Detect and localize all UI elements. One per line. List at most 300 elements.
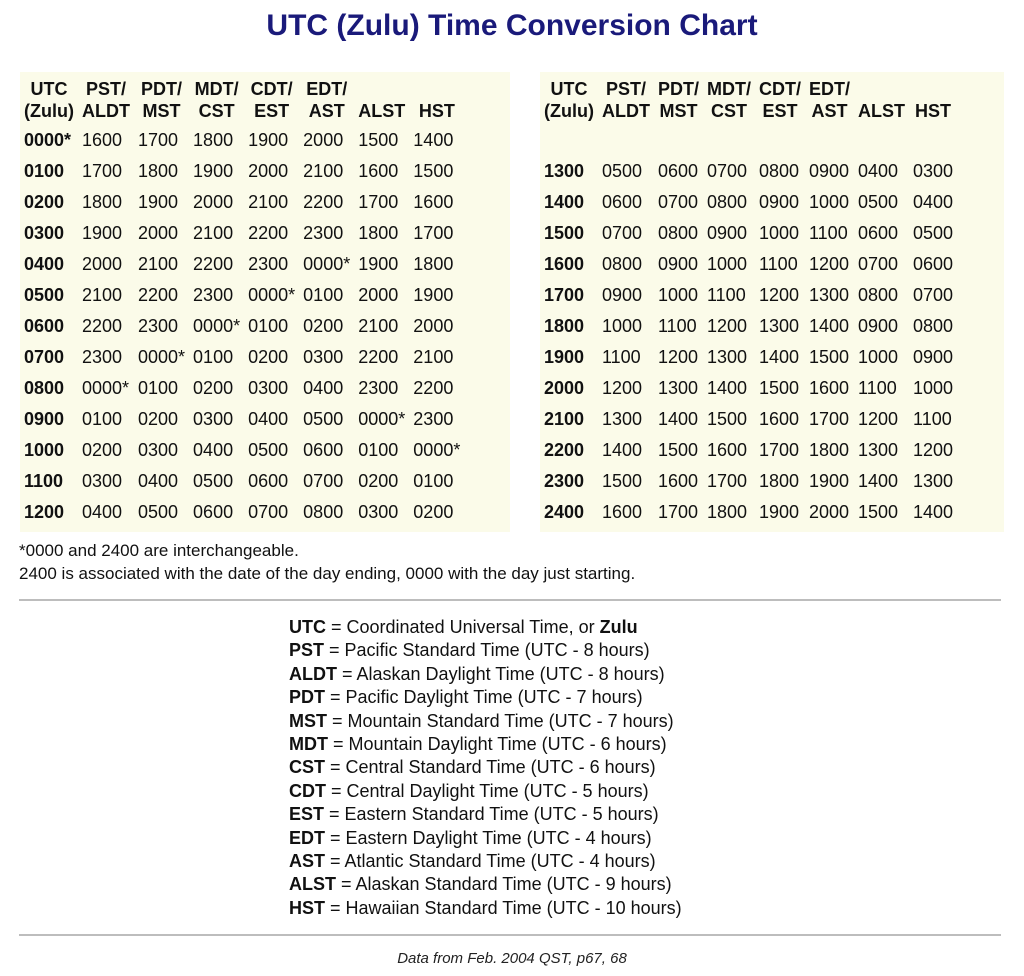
legend-description: = Central Daylight Time (UTC - 5 hours) <box>326 780 649 801</box>
converted-time-cell: 0600 <box>858 222 899 243</box>
converted-time-cell: 1300 <box>759 315 800 336</box>
converted-time-cell: 0900 <box>601 284 643 305</box>
converted-time-cell: 1500 <box>358 129 399 150</box>
utc-time-cell: 2200 <box>544 439 585 460</box>
converted-time-cell: 0100 <box>81 408 123 429</box>
column-header-line: AST <box>308 101 345 121</box>
converted-time-cell: 1900 <box>193 160 234 181</box>
converted-time-cell: 0000* <box>358 408 406 429</box>
converted-time-cell: 1800 <box>81 191 123 212</box>
converted-time-cell: 0300 <box>193 408 234 429</box>
conversion-table-utc-0000-1200 <box>20 72 464 527</box>
converted-time-cell: 1800 <box>413 253 454 274</box>
converted-time-cell: 0800 <box>303 501 344 522</box>
converted-time-cell: 1900 <box>81 222 123 243</box>
column-header-line: HST <box>418 101 455 121</box>
legend-abbreviation: HST <box>289 897 325 918</box>
converted-time-cell: 1900 <box>809 470 850 491</box>
footnotes <box>19 539 635 585</box>
legend-description: = Alaskan Standard Time (UTC - 9 hours) <box>336 874 672 895</box>
converted-time-cell: 0800 <box>913 315 954 336</box>
table-row <box>540 186 957 217</box>
column-header-line: ALDT <box>81 101 130 121</box>
legend-abbreviation: PST <box>289 640 325 661</box>
converted-time-cell: 1800 <box>809 439 850 460</box>
converted-time-cell: 0800 <box>707 191 748 212</box>
converted-time-cell: 2300 <box>413 408 454 429</box>
converted-time-cell: 0000* <box>193 315 241 336</box>
converted-time-cell: 0200 <box>303 315 344 336</box>
converted-time-cell: 1200 <box>601 377 643 398</box>
column-header-line: CST <box>711 101 747 121</box>
converted-time-cell: 1600 <box>358 160 399 181</box>
converted-time-cell: 1100 <box>759 253 798 274</box>
legend-item <box>289 873 682 896</box>
converted-time-cell: 1500 <box>707 408 748 429</box>
converted-time-cell: 1900 <box>358 253 399 274</box>
legend-abbreviation: UTC <box>289 617 326 637</box>
column-header <box>409 72 464 124</box>
converted-time-cell: 1800 <box>137 160 179 181</box>
legend-description: = Pacific Standard Time (UTC - 8 hours) <box>324 640 650 661</box>
converted-time-cell <box>598 124 654 155</box>
converted-time-cell: 0600 <box>193 501 234 522</box>
table-row <box>540 496 957 527</box>
converted-time-cell: 1700 <box>707 470 748 491</box>
converted-time-cell: 0700 <box>248 501 289 522</box>
legend-item <box>289 616 682 639</box>
legend-item <box>289 850 682 873</box>
converted-time-cell: 0400 <box>248 408 289 429</box>
converted-time-cell <box>755 124 805 155</box>
converted-time-cell: 0700 <box>707 160 748 181</box>
converted-time-cell: 0900 <box>858 315 899 336</box>
converted-time-cell: 2200 <box>413 377 454 398</box>
converted-time-cell: 0400 <box>81 501 123 522</box>
table-row <box>20 248 464 279</box>
converted-time-cell: 0500 <box>858 191 899 212</box>
converted-time-cell: 0100 <box>303 284 344 305</box>
table-row <box>540 155 957 186</box>
converted-time-cell: 1900 <box>248 129 289 150</box>
converted-time-cell: 0500 <box>303 408 344 429</box>
converted-time-cell: 1500 <box>413 160 454 181</box>
table-row <box>20 217 464 248</box>
utc-time-cell: 2100 <box>544 408 585 429</box>
table-row <box>540 124 957 155</box>
divider-top <box>19 599 1001 601</box>
converted-time-cell: 1500 <box>809 346 850 367</box>
legend-item <box>289 733 682 756</box>
divider-bottom <box>19 934 1001 936</box>
column-header-line: EDT/ <box>306 79 348 99</box>
converted-time-cell: 0000* <box>413 439 461 460</box>
converted-time-cell: 1100 <box>657 315 697 336</box>
converted-time-cell: 0400 <box>858 160 899 181</box>
column-header <box>189 72 244 124</box>
converted-time-cell: 2100 <box>137 253 179 274</box>
column-header-line: EST <box>254 101 290 121</box>
column-header-line: (Zulu) <box>544 101 594 121</box>
utc-time-cell: 0100 <box>24 160 65 181</box>
column-header-line: CST <box>198 101 235 121</box>
converted-time-cell: 0600 <box>601 191 643 212</box>
table-row <box>20 155 464 186</box>
converted-time-cell: 2100 <box>413 346 454 367</box>
converted-time-cell: 2000 <box>809 501 850 522</box>
converted-time-cell: 2000 <box>413 315 454 336</box>
converted-time-cell: 1800 <box>358 222 399 243</box>
converted-time-cell: 0500 <box>913 222 954 243</box>
utc-time-cell: 1600 <box>544 253 585 274</box>
column-header-line: AST <box>811 101 848 121</box>
converted-time-cell: 1600 <box>657 470 699 491</box>
utc-time-cell: 1500 <box>544 222 585 243</box>
utc-time-cell: 1000 <box>24 439 65 460</box>
converted-time-cell: 1100 <box>809 222 848 243</box>
converted-time-cell: 0300 <box>137 439 179 460</box>
converted-time-cell: 1600 <box>601 501 643 522</box>
converted-time-cell: 0800 <box>657 222 699 243</box>
column-header-line: ALST <box>358 101 406 121</box>
converted-time-cell: 0600 <box>248 470 289 491</box>
column-header-line: UTC <box>550 79 588 99</box>
legend-abbreviation: MST <box>289 710 327 731</box>
converted-time-cell: 2000 <box>137 222 179 243</box>
column-header <box>654 72 703 124</box>
converted-time-cell: 2200 <box>137 284 179 305</box>
converted-time-cell: 1400 <box>913 501 954 522</box>
converted-time-cell: 1700 <box>657 501 699 522</box>
utc-time-cell: 1800 <box>544 315 585 336</box>
utc-time-cell: 0200 <box>24 191 65 212</box>
converted-time-cell: 0200 <box>358 470 399 491</box>
converted-time-cell: 2000 <box>248 160 289 181</box>
utc-time-cell: 0300 <box>24 222 65 243</box>
table-row <box>540 403 957 434</box>
converted-time-cell: 1900 <box>759 501 800 522</box>
converted-time-cell: 1400 <box>707 377 748 398</box>
legend-abbreviation: EST <box>289 804 325 825</box>
legend-description: = Pacific Daylight Time (UTC - 7 hours) <box>325 687 643 708</box>
converted-time-cell: 1600 <box>809 377 850 398</box>
converted-time-cell: 0900 <box>657 253 699 274</box>
column-header <box>78 72 134 124</box>
column-header-line: ALST <box>858 101 906 121</box>
table-header-row <box>20 72 464 124</box>
converted-time-cell: 0100 <box>413 470 454 491</box>
converted-time-cell: 0700 <box>657 191 699 212</box>
converted-time-cell: 0100 <box>137 377 179 398</box>
converted-time-cell: 2200 <box>81 315 123 336</box>
converted-time-cell: 1900 <box>137 191 179 212</box>
converted-time-cell: 1600 <box>413 191 454 212</box>
converted-time-cell <box>703 124 755 155</box>
column-header-line: EST <box>762 101 798 121</box>
table-row <box>540 341 957 372</box>
utc-time-cell: 2400 <box>544 501 585 522</box>
table-row <box>20 434 464 465</box>
converted-time-cell: 1100 <box>913 408 952 429</box>
converted-time-cell: 1300 <box>657 377 699 398</box>
converted-time-cell: 1400 <box>601 439 643 460</box>
converted-time-cell: 1000 <box>858 346 899 367</box>
converted-time-cell: 2000 <box>358 284 399 305</box>
converted-time-cell: 2300 <box>358 377 399 398</box>
converted-time-cell: 0400 <box>137 470 179 491</box>
converted-time-cell: 0700 <box>858 253 899 274</box>
converted-time-cell: 0900 <box>913 346 954 367</box>
converted-time-cell: 2200 <box>303 191 344 212</box>
converted-time-cell: 0400 <box>303 377 344 398</box>
utc-time-cell: 0900 <box>24 408 65 429</box>
converted-time-cell: 1700 <box>137 129 179 150</box>
utc-time-cell: 0500 <box>24 284 65 305</box>
converted-time-cell: 1800 <box>707 501 748 522</box>
utc-time-cell: 1300 <box>544 160 585 181</box>
source-credit: Data from Feb. 2004 QST, p67, 68 <box>397 950 627 967</box>
converted-time-cell: 1800 <box>193 129 234 150</box>
column-header-line: CDT/ <box>250 79 293 99</box>
converted-time-cell: 0300 <box>303 346 344 367</box>
converted-time-cell: 1600 <box>707 439 748 460</box>
converted-time-cell: 1200 <box>759 284 800 305</box>
legend-description: = Atlantic Standard Time (UTC - 4 hours) <box>325 851 656 872</box>
legend-description: = Eastern Standard Time (UTC - 5 hours) <box>324 804 659 825</box>
converted-time-cell: 1200 <box>858 408 899 429</box>
converted-time-cell: 0900 <box>809 160 850 181</box>
converted-time-cell: 0500 <box>248 439 289 460</box>
converted-time-cell <box>654 124 703 155</box>
legend-description: = Hawaiian Standard Time (UTC - 10 hours) <box>325 897 682 918</box>
legend-description: = Mountain Daylight Time (UTC - 6 hours) <box>328 734 667 755</box>
column-header-line: PDT/ <box>657 79 699 99</box>
converted-time-cell: 0000* <box>81 377 130 398</box>
column-header <box>354 72 409 124</box>
legend-abbreviation: ALDT <box>289 663 337 684</box>
table-row <box>20 279 464 310</box>
page-title: UTC (Zulu) Time Conversion Chart <box>266 9 758 42</box>
converted-time-cell: 1300 <box>809 284 850 305</box>
legend-item <box>289 639 682 662</box>
table-row <box>20 186 464 217</box>
converted-time-cell <box>854 124 909 155</box>
converted-time-cell: 1000 <box>601 315 643 336</box>
converted-time-cell: 1400 <box>759 346 800 367</box>
utc-time-cell: 0000* <box>24 129 72 150</box>
converted-time-cell: 0500 <box>601 160 643 181</box>
converted-time-cell: 1300 <box>601 408 643 429</box>
legend-item <box>289 827 682 850</box>
converted-time-cell: 1100 <box>601 346 641 367</box>
converted-time-cell: 2300 <box>193 284 234 305</box>
utc-time-cell: 1900 <box>544 346 585 367</box>
converted-time-cell: 0100 <box>358 439 399 460</box>
converted-time-cell: 1600 <box>759 408 800 429</box>
converted-time-cell: 1300 <box>913 470 954 491</box>
column-header <box>854 72 909 124</box>
utc-time-cell <box>540 124 598 155</box>
converted-time-cell: 1200 <box>913 439 954 460</box>
converted-time-cell: 1800 <box>759 470 800 491</box>
utc-time-cell: 0400 <box>24 253 65 274</box>
legend-abbreviation: ALST <box>289 874 336 895</box>
converted-time-cell: 1300 <box>858 439 899 460</box>
converted-time-cell: 2300 <box>248 253 289 274</box>
legend-abbreviation: MDT <box>289 734 328 755</box>
column-header-line: MST <box>142 101 181 121</box>
legend-item <box>289 663 682 686</box>
converted-time-cell: 0100 <box>193 346 234 367</box>
converted-time-cell: 1000 <box>809 191 850 212</box>
table-row <box>20 465 464 496</box>
column-header <box>299 72 354 124</box>
converted-time-cell: 2300 <box>303 222 344 243</box>
column-header-line: CDT/ <box>759 79 801 99</box>
column-header <box>703 72 755 124</box>
converted-time-cell: 1400 <box>413 129 454 150</box>
converted-time-cell: 2100 <box>358 315 399 336</box>
converted-time-cell: 2000 <box>81 253 123 274</box>
utc-time-cell: 1700 <box>544 284 585 305</box>
converted-time-cell: 0600 <box>303 439 344 460</box>
converted-time-cell: 0600 <box>913 253 954 274</box>
converted-time-cell: 1500 <box>657 439 699 460</box>
column-header <box>134 72 189 124</box>
converted-time-cell: 1700 <box>759 439 800 460</box>
converted-time-cell: 2100 <box>303 160 344 181</box>
utc-time-cell: 1200 <box>24 501 65 522</box>
legend-item <box>289 710 682 733</box>
converted-time-cell: 2200 <box>248 222 289 243</box>
column-header-line: ALDT <box>601 101 650 121</box>
table-row <box>540 434 957 465</box>
conversion-table-left-panel <box>20 72 510 532</box>
column-header-line: MDT/ <box>707 79 751 99</box>
converted-time-cell: 0400 <box>913 191 954 212</box>
footnote-date-association: 2400 is associated with the date of the day ending, 0000 with the day just starting. <box>19 564 636 583</box>
converted-time-cell: 1900 <box>413 284 454 305</box>
converted-time-cell: 0300 <box>913 160 954 181</box>
legend-description: = Eastern Daylight Time (UTC - 4 hours) <box>325 827 652 848</box>
legend-abbreviation: CDT <box>289 780 326 801</box>
converted-time-cell: 0400 <box>193 439 234 460</box>
legend-description: = Mountain Standard Time (UTC - 7 hours) <box>327 710 674 731</box>
legend-abbreviation: PDT <box>289 687 325 708</box>
converted-time-cell: 0500 <box>137 501 179 522</box>
table-row <box>540 310 957 341</box>
column-header <box>805 72 854 124</box>
converted-time-cell: 1200 <box>809 253 850 274</box>
legend-item <box>289 780 682 803</box>
converted-time-cell: 0800 <box>759 160 800 181</box>
column-header-line: UTC <box>30 79 68 99</box>
utc-time-cell: 2300 <box>544 470 585 491</box>
converted-time-cell: 0200 <box>413 501 454 522</box>
utc-time-cell: 1400 <box>544 191 585 212</box>
column-header <box>909 72 957 124</box>
converted-time-cell: 1300 <box>707 346 748 367</box>
converted-time-cell: 1400 <box>657 408 699 429</box>
legend-emphasis: Zulu <box>599 617 638 637</box>
converted-time-cell: 1000 <box>759 222 800 243</box>
table-row <box>20 372 464 403</box>
converted-time-cell: 2000 <box>193 191 234 212</box>
legend-abbreviation: CST <box>289 757 325 778</box>
converted-time-cell: 0200 <box>137 408 179 429</box>
converted-time-cell: 1000 <box>707 253 748 274</box>
converted-time-cell: 1700 <box>358 191 399 212</box>
converted-time-cell: 0000* <box>248 284 296 305</box>
table-header-row <box>540 72 957 124</box>
converted-time-cell: 0800 <box>858 284 899 305</box>
converted-time-cell: 1200 <box>707 315 748 336</box>
legend-description: = Central Standard Time (UTC - 6 hours) <box>325 757 656 778</box>
legend-item <box>289 897 682 920</box>
column-header-line: MST <box>659 101 698 121</box>
converted-time-cell: 0100 <box>248 315 289 336</box>
converted-time-cell: 1200 <box>657 346 699 367</box>
converted-time-cell: 2000 <box>303 129 344 150</box>
utc-time-cell: 0700 <box>24 346 65 367</box>
converted-time-cell <box>909 124 957 155</box>
converted-time-cell: 1500 <box>759 377 800 398</box>
column-header <box>244 72 299 124</box>
converted-time-cell: 1000 <box>913 377 954 398</box>
converted-time-cell: 2100 <box>248 191 289 212</box>
converted-time-cell: 1500 <box>601 470 643 491</box>
converted-time-cell: 1400 <box>809 315 850 336</box>
legend-abbreviation: AST <box>289 851 325 872</box>
converted-time-cell: 1000 <box>657 284 699 305</box>
column-header-line: PST/ <box>605 79 646 99</box>
converted-time-cell: 0300 <box>81 470 123 491</box>
utc-time-cell: 0800 <box>24 377 65 398</box>
converted-time-cell: 1100 <box>707 284 746 305</box>
converted-time-cell: 0200 <box>248 346 289 367</box>
converted-time-cell: 2200 <box>358 346 399 367</box>
table-row <box>540 372 957 403</box>
legend-description: = Alaskan Daylight Time (UTC - 8 hours) <box>337 663 665 684</box>
legend-item <box>289 756 682 779</box>
converted-time-cell: 1100 <box>858 377 897 398</box>
converted-time-cell: 2300 <box>137 315 179 336</box>
utc-time-cell: 0600 <box>24 315 65 336</box>
converted-time-cell: 1700 <box>413 222 454 243</box>
converted-time-cell: 0200 <box>81 439 123 460</box>
column-header-line: (Zulu) <box>24 101 74 121</box>
converted-time-cell: 0200 <box>193 377 234 398</box>
column-header <box>755 72 805 124</box>
converted-time-cell: 0700 <box>601 222 643 243</box>
column-header-line: HST <box>915 101 952 121</box>
converted-time-cell: 1600 <box>81 129 123 150</box>
converted-time-cell: 2200 <box>193 253 234 274</box>
table-row <box>20 403 464 434</box>
table-row <box>20 310 464 341</box>
converted-time-cell: 0500 <box>193 470 234 491</box>
table-row <box>540 465 957 496</box>
converted-time-cell: 0000* <box>303 253 351 274</box>
column-header-line: EDT/ <box>809 79 851 99</box>
legend-description: = Coordinated Universal Time, or <box>326 617 600 637</box>
converted-time-cell: 0300 <box>248 377 289 398</box>
converted-time-cell <box>805 124 854 155</box>
converted-time-cell: 1700 <box>81 160 123 181</box>
converted-time-cell: 2100 <box>193 222 234 243</box>
legend-item <box>289 686 682 709</box>
conversion-table-utc-1300-2400 <box>540 72 957 527</box>
